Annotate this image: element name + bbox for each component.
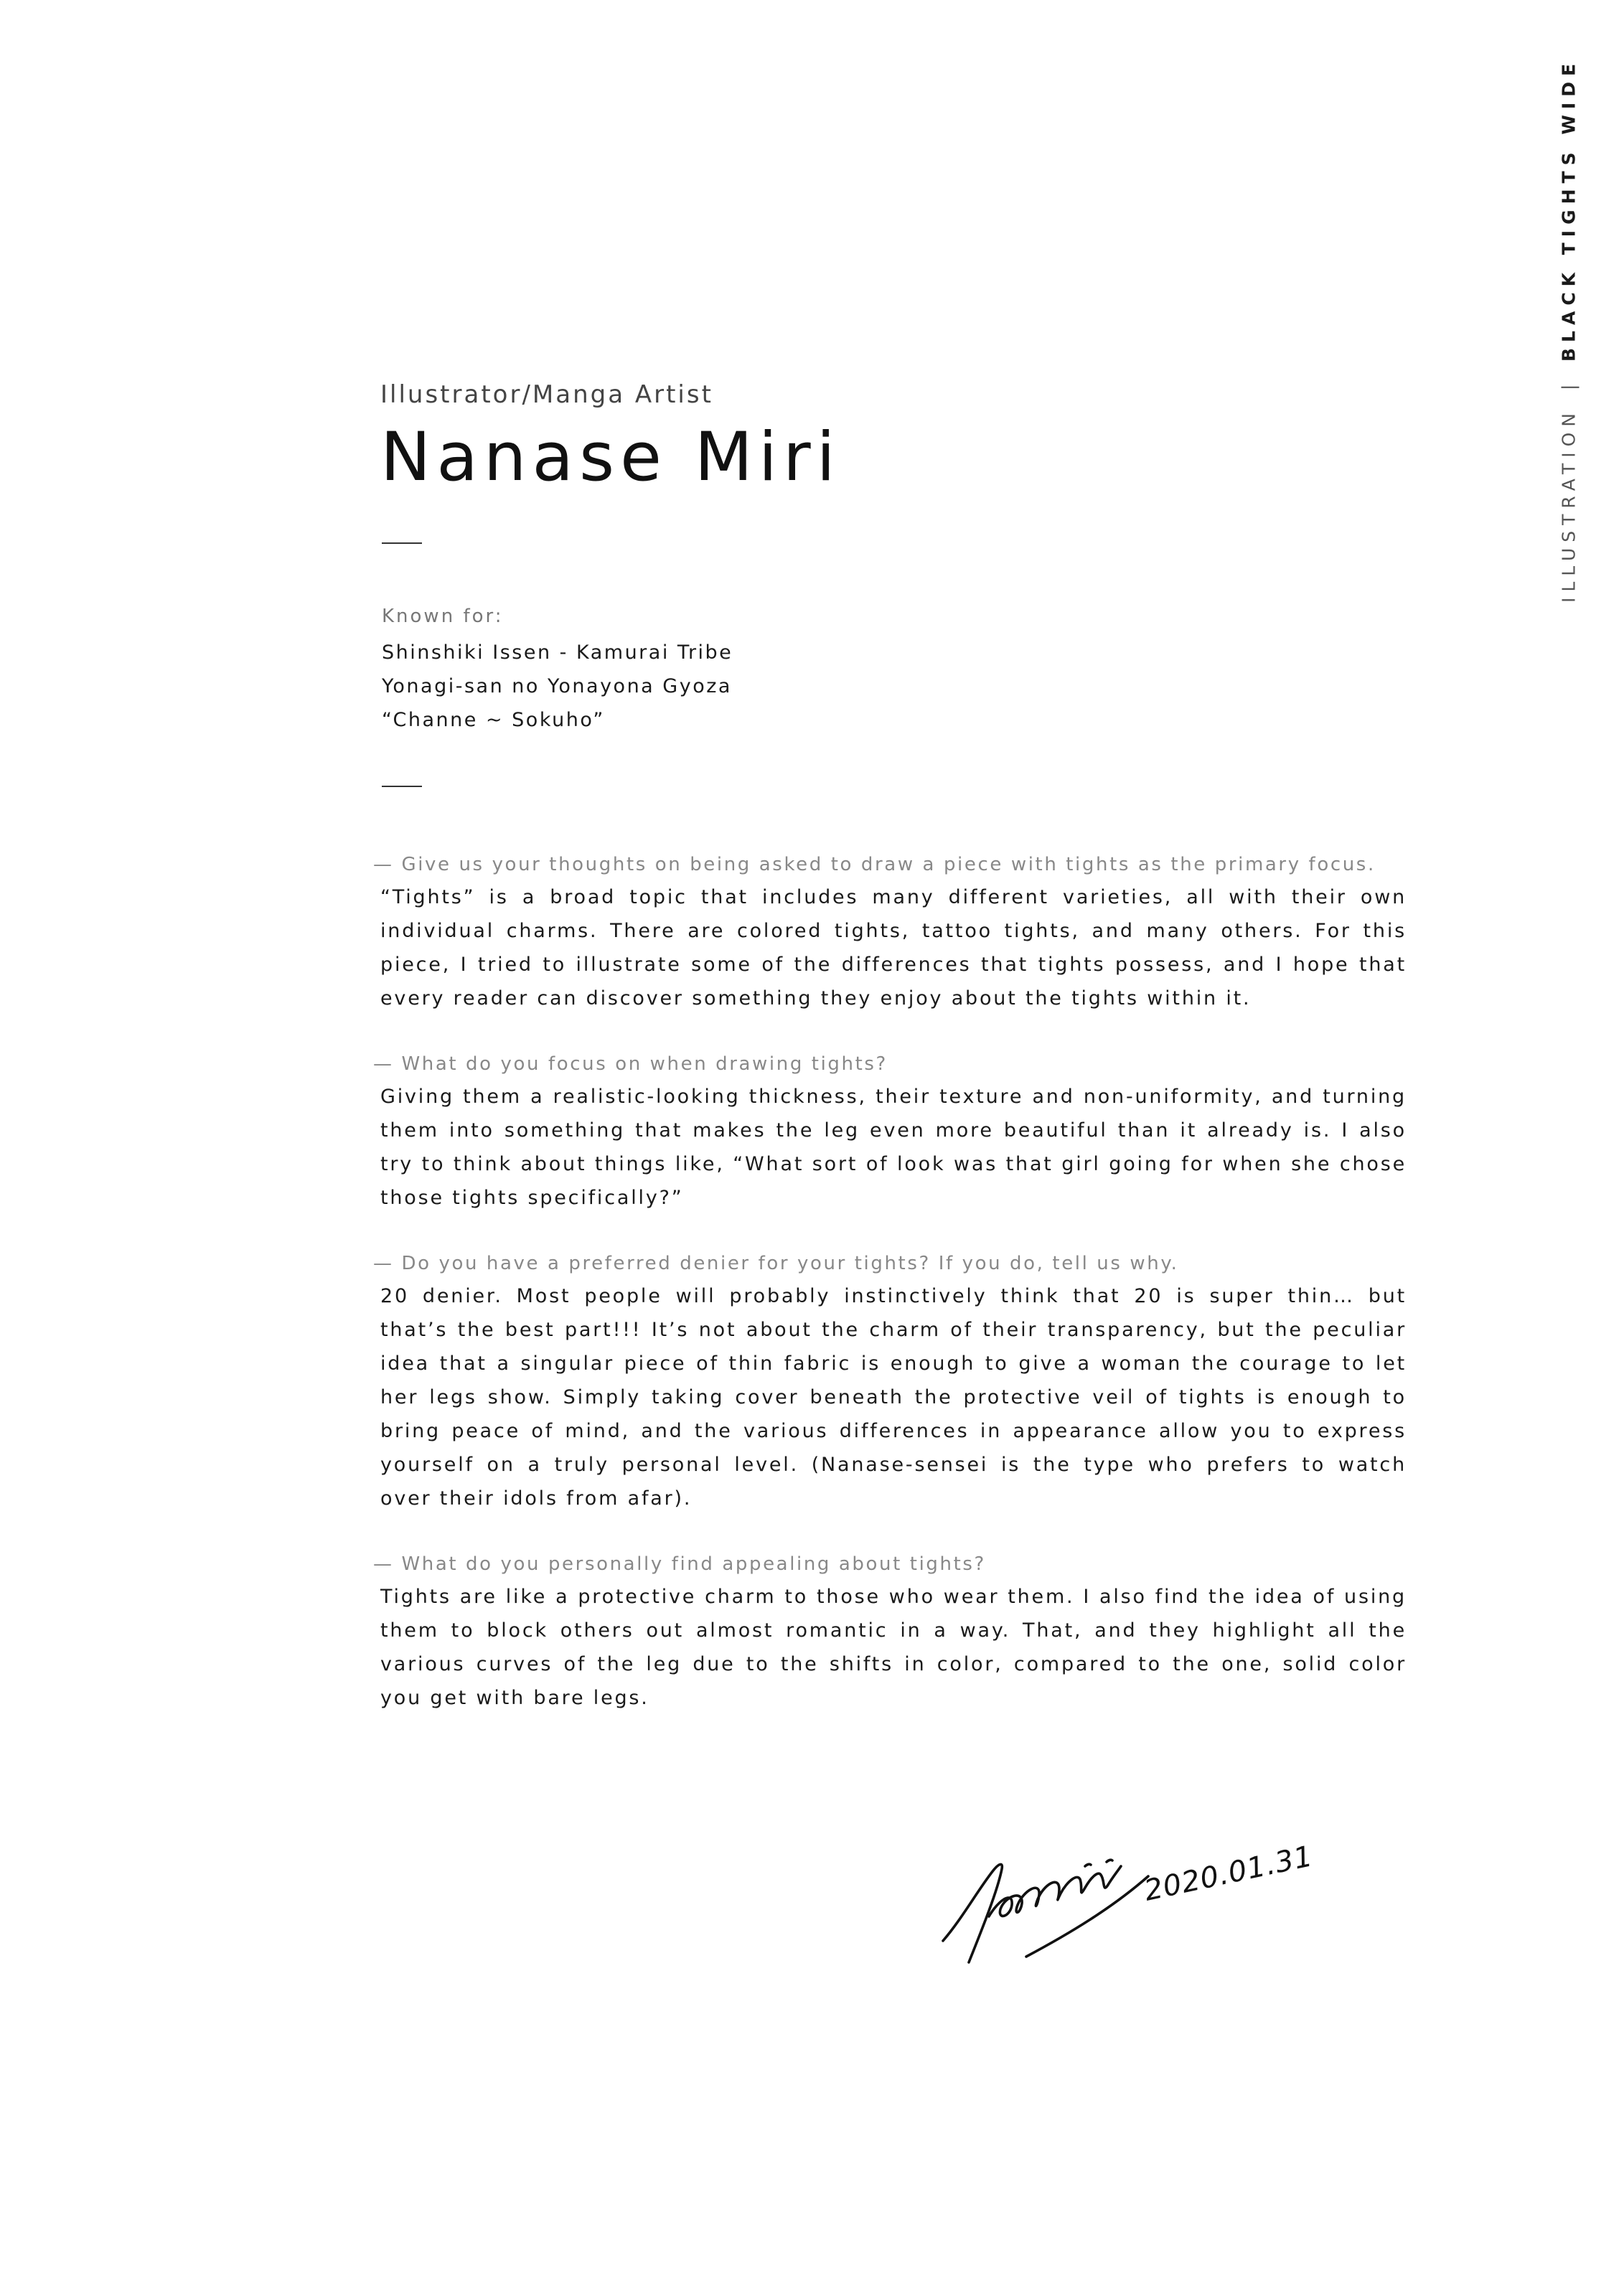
article-content <box>373 380 1407 1748</box>
works-list <box>380 636 1407 737</box>
interview-answer: Tights are like a protective charm to those who wear them. I also find the idea of using them to block others out almost romantic in a way. That, and they highlight all the various curves of the leg due to the shifts in color, compared to the one, solid color you get with bare legs. <box>380 1586 1407 1710</box>
category-text: ILLUSTRATION <box>1558 408 1580 603</box>
interview-question: — Give us your thoughts on being asked to draw a piece with tights as the primary focus. <box>373 854 1376 876</box>
section-divider <box>382 786 422 787</box>
qa-block <box>373 1248 1407 1515</box>
signature-date: 2020.01.31 <box>1141 1840 1316 1908</box>
interview-answer: 20 denier. Most people will probably instinctively think that 20 is super thin… but that’s the best part!!! It’s not about the charm of their transparency, but the peculiar idea that a singular piece of thin fabric is enough to give a woman the courage to let her legs show. Simply taking cover beneath the protective veil of tights is enough to bring peace of mind, and the various differences in appearance allow you to express yourself on a truly personal level. (Nanase-sensei is the type who prefers to watch over their idols from afar). <box>380 1285 1407 1510</box>
qa-block <box>373 849 1407 1015</box>
interview-section <box>373 849 1407 1715</box>
artist-role: Illustrator/Manga Artist <box>380 380 713 409</box>
series-title: BLACK TIGHTS WIDE <box>1558 57 1580 362</box>
interview-answer: “Tights” is a broad topic that includes many different varieties, all with their own individual charms. There are colored tights, tattoo tights, and many others. For this piece, I tried to illustrate some of the differences that tights possess, and I hope that every reader can discover something they enjoy about the tights within it. <box>380 886 1407 1010</box>
known-for-label: Known for: <box>382 606 504 628</box>
work-item: Yonagi-san no Yonayona Gyoza <box>382 675 732 698</box>
section-divider <box>382 542 422 544</box>
interview-question: — What do you personally find appealing about tights? <box>373 1553 986 1576</box>
qa-block <box>373 1548 1407 1715</box>
work-item: “Channe ~ Sokuho” <box>382 709 605 732</box>
interview-answer: Giving them a realistic-looking thickness, their texture and non-uniformity, and turning them into something that makes the leg even more beautiful than it already is. I also try to think about things like, “What sort of look was that girl going for when she chose those tights specifically?” <box>380 1086 1407 1210</box>
signature-stroke <box>989 1866 1121 1916</box>
signature-stroke <box>1107 1860 1112 1862</box>
work-item: Shinshiki Issen - Kamurai Tribe <box>382 641 733 664</box>
interview-question: — Do you have a preferred denier for your tights? If you do, tell us why. <box>373 1253 1179 1275</box>
interview-question: — What do you focus on when drawing tights? <box>373 1053 888 1076</box>
side-category-label <box>1550 50 1587 603</box>
qa-block <box>373 1048 1407 1215</box>
category-separator: | <box>1558 378 1580 391</box>
signature-stroke <box>1085 1864 1091 1866</box>
signature-stroke <box>943 1864 1002 1962</box>
artist-name: Nanase Miri <box>380 418 841 497</box>
handwritten-signature <box>933 1833 1316 1977</box>
